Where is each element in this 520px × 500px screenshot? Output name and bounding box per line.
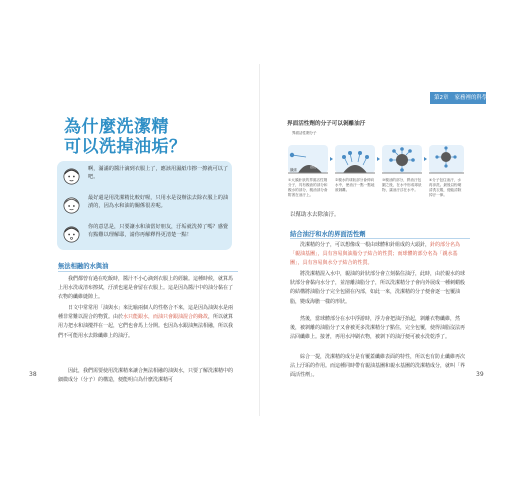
section-rule: [58, 271, 238, 272]
dialogue-row: [62, 223, 230, 249]
body-paragraph: 將洗潔精混入水中，親油的針狀部分會立刻黏住油汙，此時，由於親水的球狀部分會黏向水分子，並溶離油脂分子，所以洗潔精分子會向外展成一種刺蝟般的結構將油脂分子完全包圍在內部，如此一來，洗潔精的分子便會逐一包覆油脂，變成海膽一樣的形狀。: [290, 271, 466, 305]
section-rule: [290, 238, 470, 239]
highlight-text: 水只能跟水，而油只會跟油混合的緣故: [123, 314, 209, 321]
figure-caption: ②親水的球狀部分會伸向水中，使油汙一點一點地被剝離。: [335, 178, 375, 192]
figure-label: 纖維: [290, 168, 297, 172]
child-avatar-icon: [62, 225, 81, 244]
body-paragraph: 綜合一提，洗潔精的成分是有覆蓋纖維表面的特性，所以也有防止纖維再次沾上汙垢的作用。而這種同時帶有親油基團和親水基團的洗潔精成分，就叫「界面活性劑」。: [290, 354, 466, 379]
chapter-tag: [430, 92, 486, 104]
dialogue-row: [62, 194, 230, 220]
dialogue-row: [62, 165, 230, 191]
figure-title: 界面活性劑的分子可以剝離油汙: [287, 121, 366, 127]
body-paragraph: 我們都曾有過在吃飯時，醬汁不小心滴到衣服上的經驗。這種時候，就算馬上用水洗或清布擦拭，汙漬也還是會留在衣服上。這是因為醬汁中的油分黏在了衣物的纖維縫隙上。: [58, 276, 234, 301]
chapter-tag-prefix: 第2章: [434, 95, 449, 101]
figure-caption: ①大頭針狀的界面活性劑分子，具有親油的部分和親水的部分，親油部分會附著在油汙上。: [288, 178, 328, 197]
section-heading: 結合油汙和水的界面活性劑: [290, 231, 366, 238]
body-paragraph: 洗潔精的分子，可以想像成一根由球體和針組成的大頭針，針的部分名為「親油基團」，具有容易與油脂分子結合的性質；而球體的部分名為「親水基團」，具有容易與水分子結合的性質。: [290, 242, 461, 267]
body-paragraph: 因此，我們需要使用洗潔精來讓合無法相融的油與水，只要了解洗潔精中的細微成分（分子）的構造，便能明白為什麼洗潔精可: [58, 368, 234, 384]
surfactant-diagram: [288, 127, 464, 177]
body-paragraph: 然後，當球體部分在水中浮游時，浮力會把油汙抬起，剝離衣物纖維，然後，被剝離的油脂分子又會被更多洗潔精分子點住，完全包覆，使得油脂沒法再沾回纖維上。接著，再用水沖刷衣物，被剝下的油汙便可被水洗乾淨了。: [290, 316, 466, 341]
figure-caption: ③親油的部分，將油汙包圍之後，在水中形成球狀物，讓油汙浮在水中。: [382, 178, 422, 192]
section-heading: 無法相融的水與油: [58, 263, 109, 270]
chapter-tag-title: 家務裡的科學: [454, 95, 488, 101]
dialogue-text: 最好還是用洗潔精比較好喔，只用水是沒辦法去除衣服上的油漬的，因為水和油的關係很差呢。: [88, 195, 229, 209]
figure-label: 界面活性劑分子: [292, 131, 317, 135]
figure-caption: ④分子包住油汙，水再沖洗。最後以粉刷清洗衣服，便能清除掉汙一律。: [429, 178, 462, 197]
surfactant-figure: [288, 127, 464, 199]
figure-label: 油汙: [310, 165, 317, 169]
child-avatar-icon: [62, 167, 81, 186]
dialogue-text: 啊，滿滿的醬汁滴到衣服上了，應該用濕紙巾擦一擦就可以了吧。: [88, 166, 229, 180]
dialogue-text: 你的意思是，只要讓水和油當好朋友，汙垢就洗掉了嗎？感覺有點難以理解耶，請你再解釋得更清楚一點！: [88, 224, 229, 238]
body-paragraph: 日文中常常用「油與水」來比喻兩個人的性格合不來，這是因為油與水是兩種非常難以混合的物質。由於水只能跟水，而油只會跟油混合的緣故，所以就算用力把水和油攪拌在一起，它們也會馬上分開。也因為水跟油無法相融，所以我們不可能用水去除纖維上的油汙。: [58, 305, 234, 339]
page-number: 39: [476, 371, 484, 378]
page-title: [64, 117, 187, 157]
title-line-2: 可以洗掉油垢？: [64, 137, 187, 157]
figure-follow-text: 以幫助水去除油汙。: [290, 212, 340, 218]
adult-avatar-icon: [62, 196, 81, 215]
highlight-text: 針的部分名為「親油基團」，具有容易與油脂分子結合的性質；而球體的部分名為「親水基團」，具有容易與水分子結合的性質。: [290, 242, 461, 267]
book-gutter: [259, 64, 260, 416]
page-number: 38: [29, 371, 37, 378]
title-line-1: 為什麼洗潔精: [64, 117, 169, 137]
dialogue-box: [57, 161, 232, 250]
